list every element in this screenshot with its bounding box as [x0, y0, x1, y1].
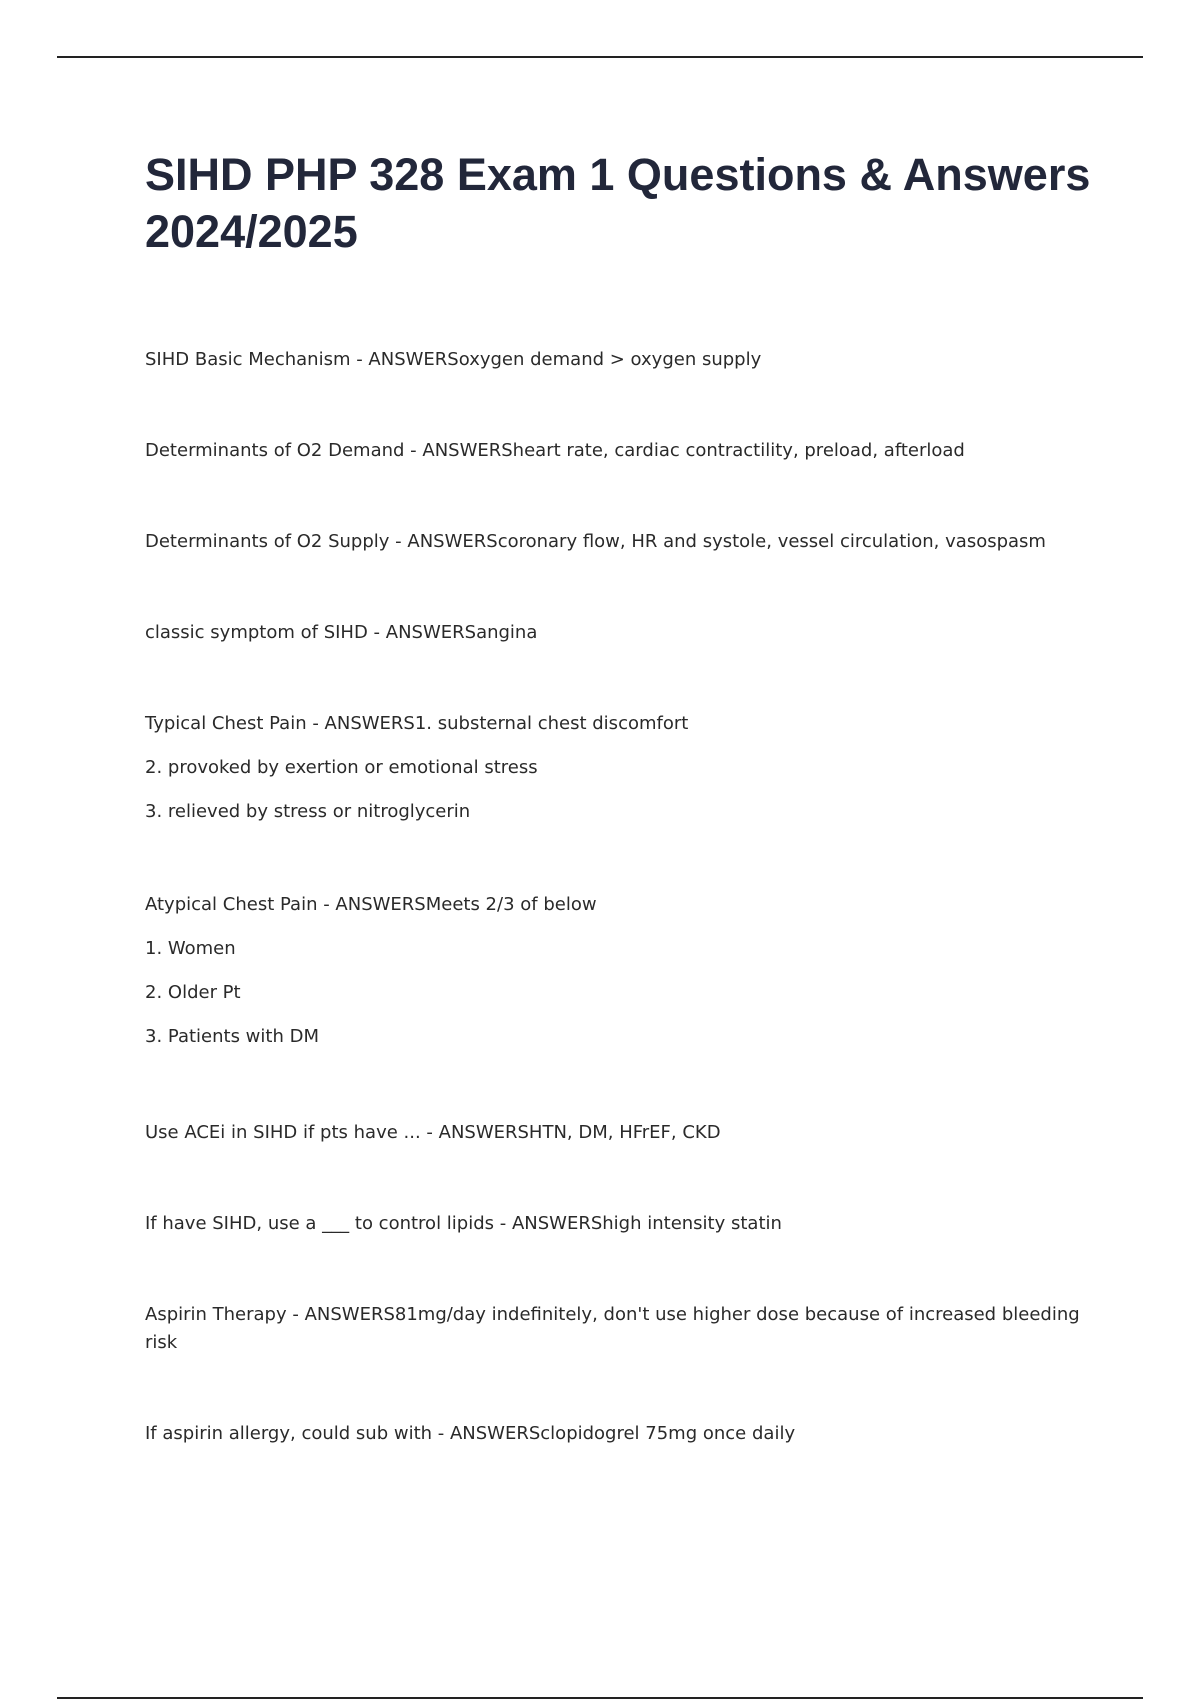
- qa-item-classic-symptom: [145, 619, 1085, 647]
- qa-item-o2-supply: [145, 528, 1085, 556]
- qa-item-atypical-chest-pain: [145, 891, 1085, 1051]
- qa-line: classic symptom of SIHD - ANSWERSangina: [145, 622, 538, 643]
- qa-item-basic-mechanism: [145, 346, 1085, 374]
- qa-line: 3. relieved by stress or nitroglycerin: [145, 801, 471, 822]
- qa-item-acei: [145, 1119, 1085, 1147]
- bottom-rule: [57, 1697, 1143, 1699]
- qa-item-aspirin-allergy: [145, 1420, 1085, 1448]
- qa-line: 2. provoked by exertion or emotional stress: [145, 757, 538, 778]
- qa-line: If have SIHD, use a ___ to control lipids - ANSWERShigh intensity statin: [145, 1213, 782, 1234]
- qa-line: Aspirin Therapy - ANSWERS81mg/day indefinitely, don't use higher dose because of increased bleeding risk: [145, 1304, 1080, 1353]
- qa-line: If aspirin allergy, could sub with - ANSWERSclopidogrel 75mg once daily: [145, 1423, 796, 1444]
- qa-line: Use ACEi in SIHD if pts have ... - ANSWERSHTN, DM, HFrEF, CKD: [145, 1122, 721, 1143]
- qa-line: 2. Older Pt: [145, 982, 241, 1003]
- qa-line: SIHD Basic Mechanism - ANSWERSoxygen demand > oxygen supply: [145, 349, 762, 370]
- qa-line: Typical Chest Pain - ANSWERS1. substernal chest discomfort: [145, 713, 689, 734]
- page-title: SIHD PHP 328 Exam 1 Questions & Answers 2024/2025: [145, 149, 1091, 257]
- qa-item-o2-demand: [145, 437, 1085, 465]
- qa-item-aspirin-therapy: [145, 1301, 1085, 1357]
- top-rule: [57, 56, 1143, 58]
- qa-line: 3. Patients with DM: [145, 1026, 319, 1047]
- qa-line: Determinants of O2 Supply - ANSWERScoronary flow, HR and systole, vessel circulation, vasospasm: [145, 531, 1046, 552]
- qa-line: 1. Women: [145, 938, 236, 959]
- qa-line: Atypical Chest Pain - ANSWERSMeets 2/3 of below: [145, 894, 597, 915]
- qa-line: Determinants of O2 Demand - ANSWERSheart rate, cardiac contractility, preload, afterload: [145, 440, 965, 461]
- qa-item-typical-chest-pain: [145, 710, 1085, 826]
- qa-item-lipids: [145, 1210, 1085, 1238]
